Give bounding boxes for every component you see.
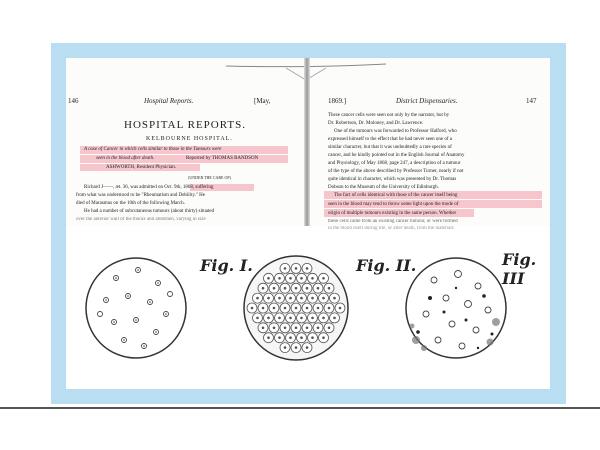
right-text-line2: Dr. Robertson, Dr. Moloney, and Dr. Lawrence.	[328, 121, 424, 126]
cell-nucleus	[300, 336, 303, 339]
left-text-line3: died of Marasmus on the 10th of the following March.	[76, 201, 185, 206]
cell-nucleus	[278, 277, 281, 280]
cell-nucleus	[295, 346, 298, 349]
cell-nucleus	[311, 297, 314, 300]
right-text-line14: these cells came from an existing cancer tumour, or were formed	[328, 219, 458, 224]
cell-nucleus	[311, 277, 314, 280]
cell-nucleus	[278, 336, 281, 339]
cell-nucleus	[273, 307, 276, 310]
cell-nucleus	[317, 307, 320, 310]
left-text-line1: Richard J——, æt. 36, was admitted on Oct. 9th, 1868, suffering	[84, 185, 214, 190]
cell-nucleus	[284, 287, 287, 290]
cell-nucleus	[306, 327, 309, 330]
left-text-line4: He had a number of subcutaneous tumours (about thirty) situated	[84, 209, 215, 214]
cell-nucleus	[273, 327, 276, 330]
cell-nucleus	[256, 317, 259, 320]
cell-nucleus	[306, 307, 309, 310]
cell-nucleus	[311, 317, 314, 320]
figure-1-drawing	[66, 228, 550, 389]
cell-nucleus	[317, 327, 320, 330]
left-text-line2: from what was understood to be "Rheumatism and Debility." He	[76, 193, 206, 198]
cell-nucleus	[284, 346, 287, 349]
right-text-line4: expressed himself to the effect that he had never seen one of a	[328, 137, 453, 142]
reporter-name: ASHWORTH, Resident Physician.	[106, 165, 176, 170]
right-text-line7: and Physiology, of May 1868, page 247, a description of a tumour	[328, 161, 461, 166]
right-text-line1: These cancer cells were seen not only by the narrator, but by	[328, 113, 450, 118]
cell-nucleus	[273, 287, 276, 290]
cell-nucleus	[295, 307, 298, 310]
figure-plate	[66, 228, 550, 389]
cell-nucleus	[256, 297, 259, 300]
cell-nucleus	[284, 307, 287, 310]
cell-nucleus	[295, 287, 298, 290]
cell-nucleus	[278, 297, 281, 300]
cell-nucleus	[251, 307, 254, 310]
right-text-line5: similar character, but that it was undoubtedly a rare species of	[328, 145, 452, 150]
cell-nucleus	[262, 307, 265, 310]
case-title-line2: seen in the blood after death.	[96, 156, 155, 161]
cell-nucleus	[328, 327, 331, 330]
left-running-bracket: [May,	[254, 97, 271, 105]
right-text-line15: in the blood itself during life, or after death, from the materials	[328, 226, 454, 231]
cell-nucleus	[306, 287, 309, 290]
cell-nucleus	[262, 287, 265, 290]
right-text-line3: One of the tumours was forwarded to Professor Halford, who	[334, 129, 457, 134]
cell-nucleus	[278, 317, 281, 320]
left-page-number: 146	[68, 97, 79, 105]
cell-nucleus	[328, 307, 331, 310]
figure-1-label: Fig. I.	[200, 256, 253, 275]
cell-nucleus	[317, 287, 320, 290]
right-running-title: District Dispensaries.	[396, 97, 458, 105]
cell-nucleus	[300, 277, 303, 280]
right-text-line10: Dobson to the Museum of the University of Edinburgh.	[328, 185, 439, 190]
hospital-name: KELBOURNE HOSPITAL.	[146, 136, 233, 142]
figure-3-label: Fig. III	[502, 250, 537, 288]
cell-nucleus	[322, 317, 325, 320]
cell-nucleus	[289, 336, 292, 339]
cell-nucleus	[267, 277, 270, 280]
cell-nucleus	[295, 267, 298, 270]
cell-nucleus	[295, 327, 298, 330]
cell-nucleus	[289, 277, 292, 280]
cell-nucleus	[300, 297, 303, 300]
cell-nucleus	[339, 307, 342, 310]
cell-nucleus	[328, 287, 331, 290]
cell-nucleus	[284, 267, 287, 270]
cell-nucleus	[333, 317, 336, 320]
cell-nucleus	[306, 346, 309, 349]
right-text-line13: origin of multiple tumours existing in the same person. Whether	[328, 211, 457, 216]
cell-nucleus	[322, 297, 325, 300]
book-gutter	[304, 58, 310, 226]
right-text-line6: cancer, and he kindly pointed out in the English Journal of Anatomy	[328, 153, 465, 158]
left-running-title: Hospital Reports.	[144, 97, 194, 105]
cell-nucleus	[267, 317, 270, 320]
cell-nucleus	[262, 327, 265, 330]
cell-nucleus	[267, 297, 270, 300]
case-title-line1: A case of Cancer in which cells similar to those in the Tumours were	[84, 147, 222, 152]
reported-by: Reported by THOMAS RANDSON	[186, 156, 259, 161]
document-scan	[66, 58, 550, 389]
left-text-line5: over the anterior wall of the thorax and abdomen, varying in size	[76, 217, 206, 222]
cell-nucleus	[322, 277, 325, 280]
cell-nucleus	[306, 267, 309, 270]
cell-nucleus	[267, 336, 270, 339]
cell-nucleus	[284, 327, 287, 330]
cell-nucleus	[289, 317, 292, 320]
right-text-line12: seen in the blood may tend to throw some light upon the mode of	[328, 202, 459, 207]
cell-nucleus	[311, 336, 314, 339]
bottom-rule	[0, 407, 600, 409]
book-spread	[66, 58, 550, 231]
cell-nucleus	[322, 336, 325, 339]
right-text-line8: of the type of the above described by Professor Turner, nearly if not	[328, 169, 464, 174]
cell-nucleus	[333, 297, 336, 300]
section-title: HOSPITAL REPORTS.	[124, 119, 247, 131]
right-text-line11: The fact of cells identical with those of the cancer itself being	[334, 193, 458, 198]
right-year: 1869.]	[328, 97, 347, 105]
right-page-number: 147	[526, 97, 537, 105]
under-care: (UNDER THE CARE OF)	[188, 175, 231, 180]
figure-2-label: Fig. II.	[356, 256, 417, 275]
cell-nucleus	[289, 297, 292, 300]
cell-nucleus	[300, 317, 303, 320]
right-text-line9: quite identical in character, which was presented by Dr. Thomas	[328, 177, 457, 182]
